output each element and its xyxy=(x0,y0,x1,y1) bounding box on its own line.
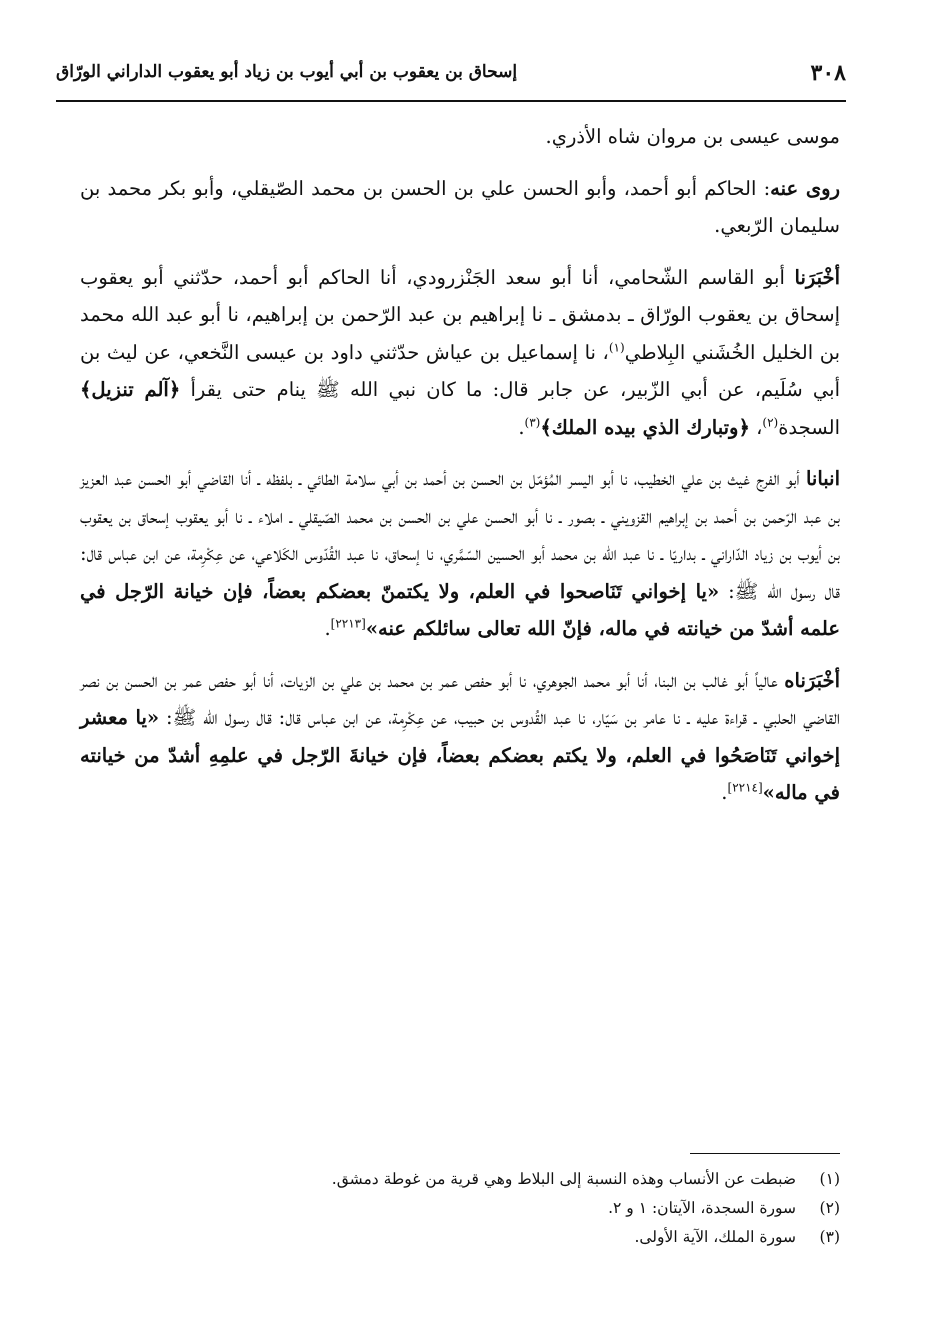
hadith-number: [٢٢١٤] xyxy=(727,780,763,795)
footnote-number: (٢) xyxy=(819,1199,840,1217)
quran-citation-2: ﴿وتبارك الذي بيده الملك﴾ xyxy=(540,415,750,439)
footnote-2 xyxy=(120,1194,840,1223)
footnote-text: سورة السجدة، الآيتان: ١ و ٢. xyxy=(608,1199,796,1217)
footnote-3 xyxy=(120,1223,840,1252)
paragraph-text: ، نا إسماعيل بن عياش حدّثني داود بن عيسى النَّخعي، عن ليث بن أبي سُلَيم، عن أبي الزّبير، عن جابر قال: ما كان نبي الله ﷺ ينام حتى يقرأ xyxy=(80,340,840,401)
paragraph-3 xyxy=(80,259,840,447)
main-text xyxy=(80,118,840,826)
running-title: إسحاق بن يعقوب بن أبي أيوب بن زياد أبو يعقوب الداراني الورّاق xyxy=(56,62,518,82)
paragraph-text: عالياً أبو غالب بن البنا، أنا أبو محمد الجوهري، نا أبو حفص عمر بن محمد بن علي بن الزيات، أنا أبو حفص عمر بن الحسن بن نصر القاضي الحلبي ـ قراءة عليه ـ نا عامر بن سَيّار، نا عبد القُدوس بن حبيب، عن عِكْرِمة، عن ابن عباس قال: قال رسول الله ﷺ: xyxy=(80,668,840,729)
footnote-text: ضبطت عن الأنساب وهذه النسبة إلى البلاط وهي قرية من غوطة دمشق. xyxy=(331,1170,796,1188)
paragraph-lead: أخْبَرَناه xyxy=(784,668,840,692)
footnote-1 xyxy=(120,1165,840,1194)
hadith-text: «يا إخواني تَنَاصحوا في العلم، ولا يكتمنّ بعضكم بعضاً، فإن خيانة الرّجل في علمه أشدّ من خيانته في ماله، فإنّ الله تعالى سائلكم عنه» xyxy=(80,579,840,640)
paragraph-text: السجدة xyxy=(778,415,840,439)
footnote-divider xyxy=(690,1153,840,1154)
paragraph-lead: أخْبَرَنا xyxy=(794,265,840,289)
footnotes xyxy=(120,1165,840,1252)
paragraph-text: أبو الفرج غيث بن علي الخطيب، نا أبو اليسر المُؤمّل بن الحسن بن أحمد بن أبي سلامة الطائي ـ بلفظه ـ أنا القاضي أبو الحسن عبد العزيز بن عبد الرّحمن بن أحمد بن إبراهيم القزويني ـ بصور ـ نا أبو الحسن علي بن الحسن بن محمد الصّيقلي ـ املاء ـ نا أبو يعقوب إسحاق بن يعقوب بن أيوب بن زياد الدّاراني ـ بداريّا ـ نا عبد الله بن محمد أبو الحسين السّمَّري، نا إسحاق، نا عبد القُدّوس الكَلاعي، عن عِكْرِمة، عن ابن عباس قال: قال رسول الله ﷺ: xyxy=(80,467,840,603)
paragraph-text: . xyxy=(518,415,525,439)
paragraph-4 xyxy=(80,460,840,648)
footnote-ref-2[interactable]: (٢) xyxy=(762,415,779,429)
paragraph-2 xyxy=(80,170,840,245)
hadith-number: [٢٢١٣] xyxy=(330,616,366,631)
page-number: ٣٠٨ xyxy=(810,60,846,86)
footnote-ref-1[interactable]: (١) xyxy=(608,340,625,354)
quran-citation-1: ﴿آلم تنزيل﴾ xyxy=(80,378,181,401)
paragraph-5 xyxy=(80,662,840,812)
paragraph-text: . xyxy=(721,781,728,804)
paragraph-lead: انبانا xyxy=(805,467,840,490)
paragraph-text: : الحاكم أبو أحمد، وأبو الحسن علي بن الحسن بن محمد الصّيقلي، وأبو بكر محمد بن سليمان الرّبعي. xyxy=(80,176,840,237)
paragraph-text: . xyxy=(324,617,331,640)
page-header xyxy=(56,56,846,96)
paragraph-lead: روى عنه xyxy=(770,176,840,200)
footnote-number: (٣) xyxy=(819,1228,840,1246)
paragraph-text: موسى عيسى بن مروان شاه الأذري. xyxy=(545,125,840,148)
footnote-text: سورة الملك، الآية الأولى. xyxy=(634,1228,796,1246)
footnote-ref-3[interactable]: (٣) xyxy=(524,415,541,429)
paragraph-1 xyxy=(80,118,840,156)
paragraph-text: أبو القاسم الشّحامي، أنا أبو سعد الجَنْزرودي، أنا الحاكم أبو أحمد، حدّثني أبو يعقوب إسحاق بن يعقوب الورّاق ـ بدمشق ـ نا إبراهيم بن عبد الرّحمن بن إبراهيم، نا أبو عبد الله محمد بن الخليل الخُشَني البِلاطي xyxy=(80,265,840,364)
hadith-text: «يا معشر إخواني تَنَاصَحُوا في العلم، ولا يكتم بعضكم بعضاً، فإن خيانةَ الرّجل في علمِهِ أشدّ من خيانته في ماله» xyxy=(80,706,840,804)
header-divider xyxy=(56,100,846,102)
footnote-number: (١) xyxy=(819,1170,840,1188)
paragraph-text: ، xyxy=(749,415,763,439)
